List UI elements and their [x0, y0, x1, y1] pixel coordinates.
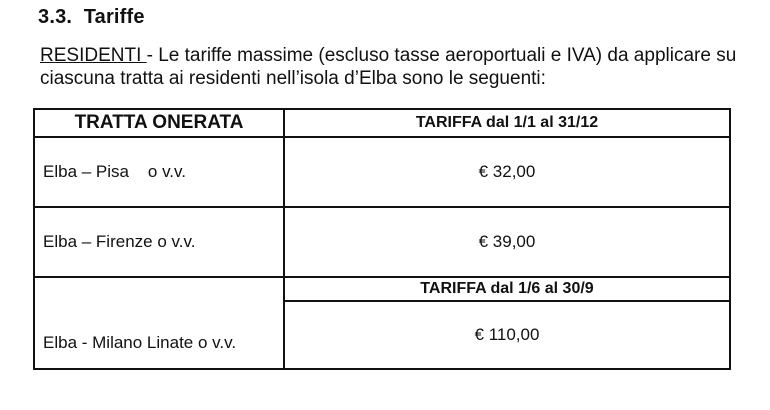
section-heading [38, 6, 145, 29]
route-column-header: TRATTA ONERATA [34, 109, 284, 137]
section-number: 3.3. [38, 6, 73, 28]
fare-cell: € 110,00 [284, 301, 730, 369]
summer-fare-header: TARIFFA dal 1/6 al 30/9 [284, 277, 730, 301]
section-title: Tariffe [83, 6, 145, 28]
fare-column-header: TARIFFA dal 1/1 al 31/12 [284, 109, 730, 137]
intro-text: - Le tariffe massime (escluso tasse aeroportuali e IVA) da applicare su ciascuna tratta ai residenti nell’isola d’Elba sono le seguenti: [40, 45, 737, 89]
route-cell: Elba – Pisa o v.v. [34, 137, 284, 207]
route-cell: Elba - Milano Linate o v.v. [34, 277, 284, 369]
intro-paragraph [40, 44, 740, 90]
table-row [34, 137, 730, 207]
residents-label: RESIDENTI [40, 45, 147, 66]
table-row [34, 207, 730, 277]
route-cell: Elba – Firenze o v.v. [34, 207, 284, 277]
summer-header-row [34, 277, 730, 301]
fare-cell: € 39,00 [284, 207, 730, 277]
table-header-row [34, 109, 730, 137]
fares-table [33, 108, 731, 370]
fare-cell: € 32,00 [284, 137, 730, 207]
